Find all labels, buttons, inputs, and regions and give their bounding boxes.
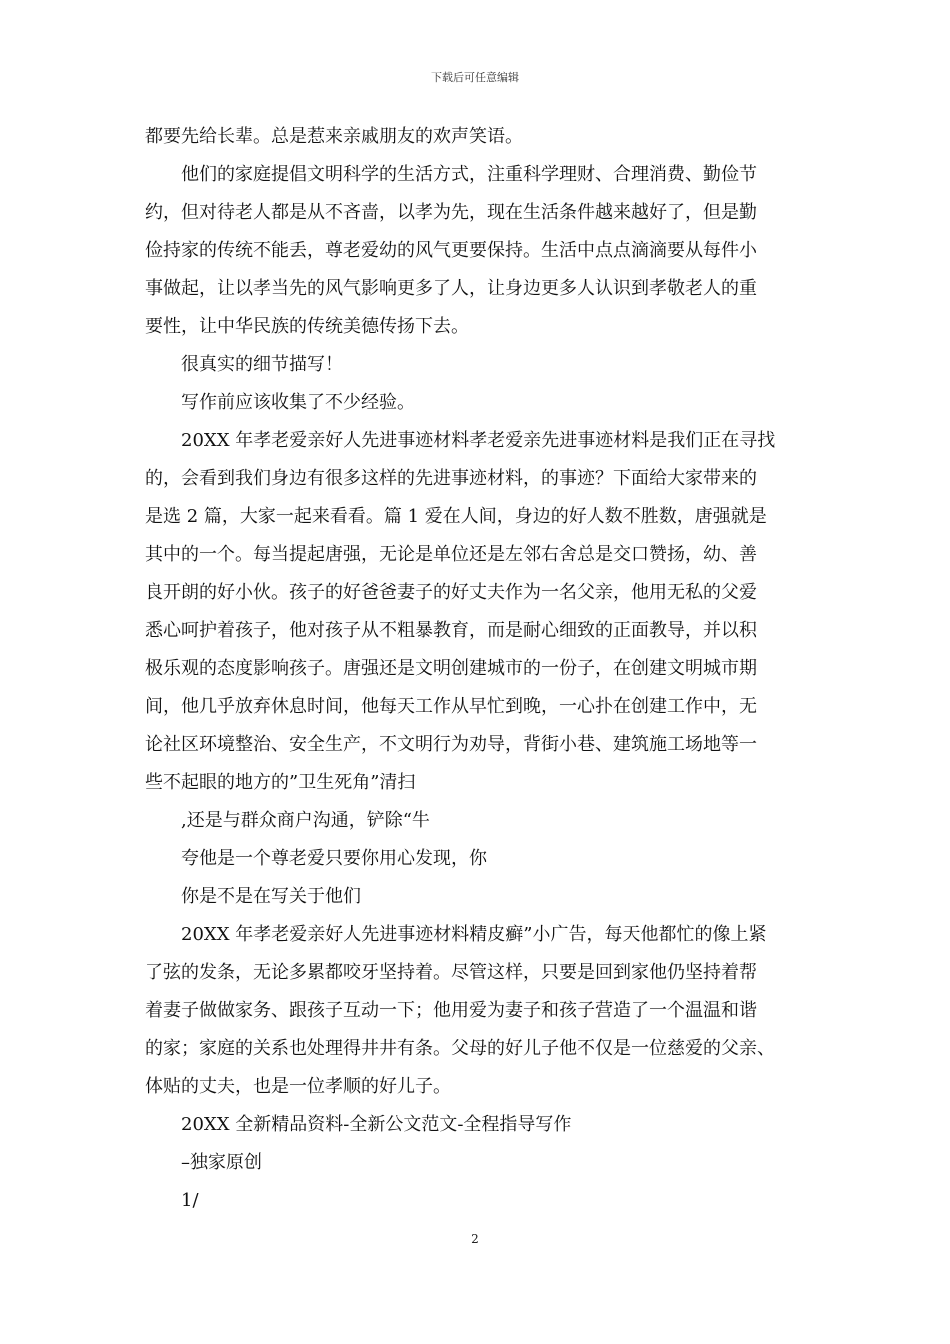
text-line: 悉心呵护着孩子，他对孩子从不粗暴教育，而是耐心细致的正面教导，并以积 [145, 620, 757, 641]
text-line: 事做起，让以孝当先的风气影响更多了人，让身边更多人认识到孝敬老人的重 [145, 278, 757, 299]
text-line: 约，但对待老人都是从不吝啬，以孝为先，现在生活条件越来越好了，但是勤 [145, 202, 757, 223]
text-line: 论社区环境整治、安全生产，不文明行为劝导，背街小巷、建筑施工场地等一 [145, 734, 757, 755]
text-line: 些不起眼的地方的”卫生死角”清扫 [145, 772, 416, 793]
text-line: 1/ [181, 1190, 199, 1211]
text-line: 他们的家庭提倡文明科学的生活方式，注重科学理财、合理消费、勤俭节 [181, 164, 757, 185]
text-line: 着妻子做做家务、跟孩子互动一下；他用爱为妻子和孩子营造了一个温温和谐 [145, 1000, 757, 1021]
text-line: 间，他几乎放弃休息时间，他每天工作从早忙到晚，一心扑在创建工作中，无 [145, 696, 757, 717]
text-line: ,还是与群众商户沟通，铲除“牛 [181, 810, 430, 831]
page-header: 下载后可任意编辑 [431, 71, 519, 84]
text-line: 的家；家庭的关系也处理得井井有条。父母的好儿子他不仅是一位慈爱的父亲、 [145, 1038, 775, 1059]
text-line: 要性，让中华民族的传统美德传扬下去。 [145, 316, 469, 337]
text-line: 的，会看到我们身边有很多这样的先进事迹材料，的事迹？下面给大家带来的 [145, 468, 757, 489]
text-line: 了弦的发条，无论多累都咬牙坚持着。尽管这样，只要是回到家他仍坚持着帮 [145, 962, 757, 983]
text-line: 俭持家的传统不能丢，尊老爱幼的风气更要保持。生活中点点滴滴要从每件小 [145, 240, 757, 261]
text-line: –独家原创 [181, 1152, 262, 1173]
text-line: 都要先给长辈。总是惹来亲戚朋友的欢声笑语。 [145, 126, 523, 147]
text-line: 20XX 全新精品资料-全新公文范文-全程指导写作 [181, 1114, 572, 1135]
text-line: 写作前应该收集了不少经验。 [181, 392, 415, 413]
document-body [145, 118, 825, 1220]
text-line: 夸他是一个尊老爱只要你用心发现，你 [181, 848, 487, 869]
text-line: 很真实的细节描写！ [181, 354, 343, 375]
page-number: 2 [471, 1232, 479, 1246]
text-line: 良开朗的好小伙。孩子的好爸爸妻子的好丈夫作为一名父亲，他用无私的父爱 [145, 582, 757, 603]
text-line: 20XX 年孝老爱亲好人先进事迹材料孝老爱亲先进事迹材料是我们正在寻找 [181, 430, 776, 451]
text-line: 是选 2 篇，大家一起来看看。篇 1 爱在人间，身边的好人数不胜数，唐强就是 [145, 506, 767, 527]
text-line: 20XX 年孝老爱亲好人先进事迹材料精皮癣”小广告，每天他都忙的像上紧 [181, 924, 767, 945]
text-line: 体贴的丈夫，也是一位孝顺的好儿子。 [145, 1076, 451, 1097]
text-line: 其中的一个。每当提起唐强，无论是单位还是左邻右舍总是交口赞扬，幼、善 [145, 544, 757, 565]
text-line: 极乐观的态度影响孩子。唐强还是文明创建城市的一份子，在创建文明城市期 [145, 658, 757, 679]
text-line: 你是不是在写关于他们 [181, 886, 361, 907]
